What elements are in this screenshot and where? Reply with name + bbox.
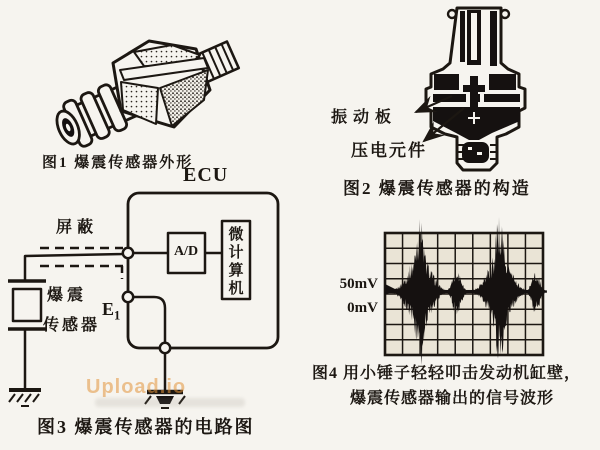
scope-y-label-0mv: 0mV — [347, 300, 378, 316]
ecu-label: ECU — [183, 164, 229, 186]
fig4-caption-line2: 爆震传感器输出的信号波形 — [350, 390, 555, 407]
node-e1 — [123, 292, 133, 302]
fig4-caption-line1: 图4 用小锤子轻轻叩击发动机缸壁， — [312, 365, 582, 382]
oscilloscope-screen — [385, 217, 547, 365]
sensor-crystal — [13, 289, 41, 321]
knock-sensor-label-bottom: 传感器 — [43, 317, 101, 334]
knock-sensor-exterior-drawing — [50, 32, 243, 153]
shield-label: 屏蔽 — [56, 219, 99, 236]
fig1-caption: 图1 爆震传感器外形 — [42, 155, 194, 171]
ground-symbol-left — [9, 390, 41, 406]
piezo-element-label: 压电元件 — [351, 141, 427, 160]
knock-sensor-label-top: 爆震 — [47, 287, 88, 304]
wire-e1-loop — [128, 297, 165, 348]
knock-sensor-cross-section-drawing — [416, 8, 525, 170]
scope-y-label-50mv: 50mV — [339, 276, 378, 292]
e1-base: E — [102, 299, 115, 319]
watermark-ghost-text — [95, 398, 245, 407]
vibration-plate-label: 振动板 — [331, 109, 398, 126]
adc-label: A/D — [173, 244, 199, 259]
ecu-box — [128, 193, 278, 348]
node-signal — [123, 248, 133, 258]
e1-terminal-label — [102, 300, 120, 323]
microcomputer-label: 微计算机 — [226, 226, 243, 298]
fig3-caption: 图3 爆震传感器的电路图 — [37, 417, 255, 437]
fig2-caption: 图2 爆震传感器的构造 — [343, 179, 531, 198]
e1-subscript: 1 — [114, 308, 121, 323]
watermark: Upload.io — [86, 376, 187, 398]
node-ground — [160, 343, 170, 353]
